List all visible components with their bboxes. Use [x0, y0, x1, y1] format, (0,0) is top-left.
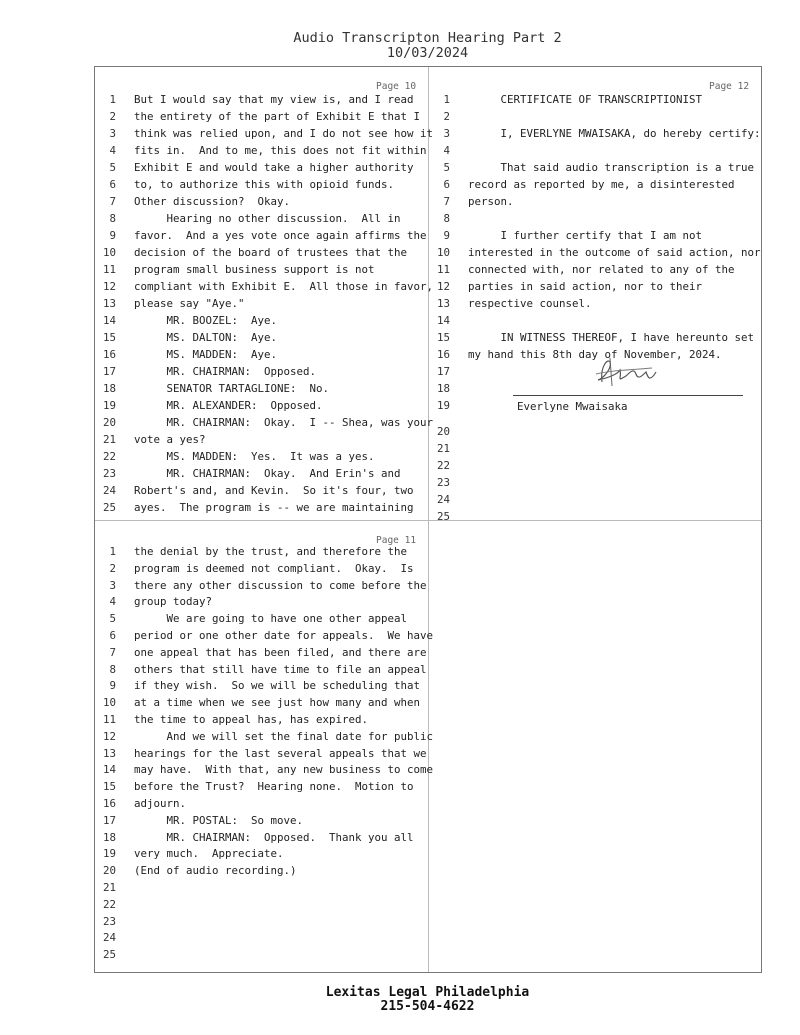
line-number: 20	[102, 864, 116, 878]
transcript-line: the denial by the trust, and therefore the	[134, 545, 408, 558]
line-number: 24	[102, 931, 116, 945]
transcript-line: to, to authorize this with opioid funds.	[134, 178, 395, 191]
line-number: 22	[436, 459, 450, 472]
transcript-line: if they wish. So we will be scheduling that	[134, 679, 421, 693]
page-11-label: Page 11	[376, 535, 417, 546]
line-number: 8	[109, 212, 116, 225]
transcript-line: interested in the outcome of said action, nor	[468, 246, 761, 259]
line-number: 1	[443, 93, 450, 106]
transcript-line: MS. MADDEN: Yes. It was a yes.	[134, 450, 375, 463]
transcript-line: my hand this 8th day of November, 2024.	[468, 348, 722, 361]
transcript-line: But I would say that my view is, and I read	[134, 93, 414, 106]
transcript-line: very much. Appreciate.	[134, 847, 284, 861]
transcript-line: one appeal that has been filed, and there are	[134, 645, 427, 659]
line-number: 5	[443, 161, 450, 174]
transcript-line: at a time when we see just how many and when	[134, 696, 421, 710]
line-number: 11	[436, 263, 450, 276]
line-number: 24	[102, 484, 116, 497]
line-number: 7	[443, 195, 450, 208]
line-number: 19	[102, 399, 116, 412]
line-number: 13	[102, 297, 116, 310]
line-number: 1	[109, 93, 116, 106]
transcript-line: IN WITNESS THEREOF, I have hereunto set	[468, 331, 755, 344]
transcript-line: Other discussion? Okay.	[134, 195, 291, 208]
transcript-line: group today?	[134, 595, 213, 609]
transcript-line: (End of audio recording.)	[134, 864, 297, 878]
transcript-line: MR. CHAIRMAN: Opposed.	[134, 365, 317, 378]
transcript-line: vote a yes?	[134, 433, 206, 446]
line-number: 16	[436, 348, 450, 361]
line-number: 25	[102, 948, 116, 962]
line-number: 21	[102, 433, 116, 446]
line-number: 10	[102, 246, 116, 259]
transcript-line: SENATOR TARTAGLIONE: No.	[134, 382, 330, 395]
transcript-line: MS. MADDEN: Aye.	[134, 348, 278, 361]
line-number: 15	[436, 331, 450, 344]
line-number: 7	[109, 645, 116, 659]
line-number: 12	[102, 729, 116, 743]
document-header	[0, 31, 800, 61]
line-number: 25	[102, 501, 116, 514]
footer	[0, 986, 800, 1014]
transcript-line: record as reported by me, a disinterested	[468, 178, 735, 191]
line-number: 22	[102, 450, 116, 463]
line-number: 15	[102, 780, 116, 794]
line-number: 15	[102, 331, 116, 344]
line-number: 18	[102, 830, 116, 844]
transcript-line: MR. CHAIRMAN: Opposed. Thank you all	[134, 830, 414, 844]
transcript-line: Robert's and, and Kevin. So it's four, two	[134, 484, 414, 497]
transcript-line: decision of the board of trustees that the	[134, 246, 408, 259]
document-title: Audio Transcripton Hearing Part 2	[293, 30, 562, 46]
transcript-line: CERTIFICATE OF TRANSCRIPTIONIST	[468, 93, 703, 106]
footer-company: Lexitas Legal Philadelphia	[325, 985, 530, 1000]
transcript-line: Hearing no other discussion. All in	[134, 212, 401, 225]
line-number: 4	[109, 595, 116, 609]
line-number: 11	[102, 713, 116, 726]
signer-name: Everlyne Mwaisaka	[517, 400, 628, 413]
transcript-line: adjourn.	[134, 797, 187, 810]
transcript-line: think was relied upon, and I do not see how it	[134, 127, 434, 140]
transcript-line: period or one other date for appeals. We have	[134, 629, 434, 642]
line-number: 19	[102, 847, 116, 861]
line-number: 10	[436, 246, 450, 259]
transcript-line: the entirety of the part of Exhibit E that I	[134, 110, 421, 123]
line-number: 13	[102, 746, 116, 760]
line-number: 14	[102, 314, 116, 327]
line-number: 20	[102, 416, 116, 429]
line-number: 4	[109, 144, 116, 157]
line-number: 8	[109, 662, 116, 676]
line-number: 19	[436, 399, 450, 412]
line-number: 9	[443, 229, 450, 242]
transcript-line: may have. With that, any new business to come	[134, 763, 434, 777]
line-number: 25	[436, 510, 450, 523]
line-number: 6	[109, 178, 116, 191]
line-number: 11	[102, 263, 116, 276]
transcript-line: compliant with Exhibit E. All those in favor,	[134, 280, 434, 293]
transcript-line: before the Trust? Hearing none. Motion to	[134, 780, 414, 794]
line-number: 6	[443, 178, 450, 191]
line-number: 4	[443, 144, 450, 157]
transcript-line: respective counsel.	[468, 297, 592, 310]
transcript-line: others that still have time to file an appeal	[134, 662, 427, 676]
line-number: 10	[102, 696, 116, 710]
page-12-label: Page 12	[709, 81, 750, 92]
footer-phone: 215-504-4622	[380, 999, 475, 1014]
line-number: 17	[102, 813, 116, 827]
line-number: 3	[109, 127, 116, 140]
line-number: 9	[109, 229, 116, 242]
line-number: 18	[436, 382, 450, 395]
line-number: 2	[443, 110, 450, 123]
line-number: 1	[109, 545, 116, 558]
line-number: 3	[443, 127, 450, 140]
line-number: 9	[109, 679, 116, 693]
transcript-line: program is deemed not compliant. Okay. Is	[134, 561, 414, 575]
page-10-label: Page 10	[376, 81, 417, 92]
transcript-line: I further certify that I am not	[468, 229, 703, 242]
transcript-line: MS. DALTON: Aye.	[134, 331, 278, 344]
signature-line	[513, 395, 743, 396]
line-number: 12	[102, 280, 116, 293]
line-number: 16	[102, 797, 116, 810]
line-number: 23	[102, 467, 116, 480]
line-number: 14	[102, 763, 116, 777]
transcript-line: please say "Aye."	[134, 297, 245, 310]
transcript-line: person.	[468, 195, 514, 208]
line-number: 6	[109, 629, 116, 642]
line-number: 2	[109, 561, 116, 575]
line-number: 7	[109, 195, 116, 208]
transcript-line: there any other discussion to come before the	[134, 578, 427, 592]
transcript-line: parties in said action, nor to their	[468, 280, 703, 293]
transcript-line: the time to appeal has, has expired.	[134, 713, 369, 726]
line-number: 2	[109, 110, 116, 123]
line-number: 20	[436, 425, 450, 438]
transcript-line: MR. CHAIRMAN: Okay. I -- Shea, was your	[134, 416, 434, 429]
document-date: 10/03/2024	[386, 45, 469, 61]
line-number: 13	[436, 297, 450, 310]
line-number: 18	[102, 382, 116, 395]
line-number: 23	[102, 914, 116, 928]
transcript-line: I, EVERLYNE MWAISAKA, do hereby certify:	[468, 127, 761, 140]
line-number: 5	[109, 612, 116, 626]
line-number: 12	[436, 280, 450, 293]
line-number: 8	[443, 212, 450, 225]
line-number: 21	[102, 881, 116, 894]
row-divider	[95, 520, 761, 521]
transcript-line: favor. And a yes vote once again affirms the	[134, 229, 427, 242]
transcript-line: program small business support is not	[134, 263, 375, 276]
line-number: 24	[436, 493, 450, 506]
transcript-line: MR. BOOZEL: Aye.	[134, 314, 278, 327]
line-number: 17	[102, 365, 116, 378]
line-number: 21	[436, 442, 450, 455]
transcript-line: MR. CHAIRMAN: Okay. And Erin's and	[134, 467, 401, 480]
transcript-line: ayes. The program is -- we are maintaining	[134, 501, 414, 514]
transcript-line: MR. POSTAL: So move.	[134, 813, 304, 827]
transcript-line: MR. ALEXANDER: Opposed.	[134, 399, 323, 412]
line-number: 5	[109, 161, 116, 174]
line-number: 16	[102, 348, 116, 361]
line-number: 23	[436, 476, 450, 489]
transcript-line: Exhibit E and would take a higher authority	[134, 161, 414, 174]
line-number: 22	[102, 897, 116, 911]
transcript-line: fits in. And to me, this does not fit within	[134, 144, 427, 157]
transcript-line: That said audio transcription is a true	[468, 161, 755, 174]
transcript-line: And we will set the final date for public	[134, 729, 434, 743]
transcript-line: We are going to have one other appeal	[134, 612, 408, 626]
transcript-line: connected with, nor related to any of the	[468, 263, 735, 276]
line-number: 17	[436, 365, 450, 378]
line-number: 14	[436, 314, 450, 327]
line-number: 3	[109, 578, 116, 592]
transcript-line: hearings for the last several appeals that we	[134, 746, 427, 760]
